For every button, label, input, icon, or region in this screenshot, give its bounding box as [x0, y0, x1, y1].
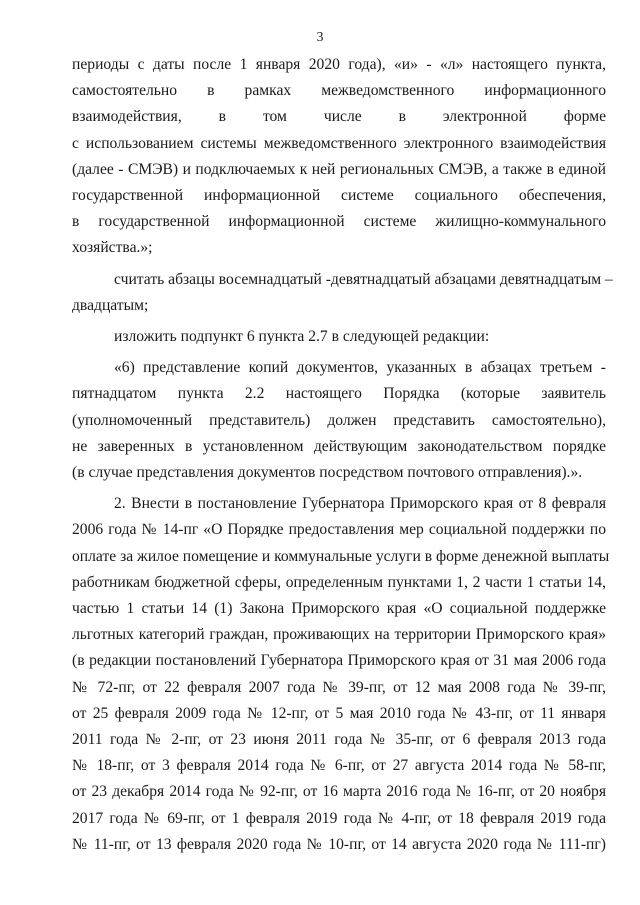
text-line: 2017 года № 69-пг, от 1 февраля 2019 года № 4-пг, от 18 февраля 2019 года: [72, 809, 606, 827]
text-line: пятнадцатом пункта 2.2 настоящего Порядка (которые заявитель: [72, 385, 606, 403]
text-line: государственной информационной системе социального обеспечения,: [72, 187, 606, 205]
text-line: частью 1 статьи 14 (1) Закона Приморского края «О социальной поддержке: [72, 600, 606, 618]
paragraph-quoted-subpoint: [72, 355, 606, 486]
text-line: (далее - СМЭВ) и подключаемых к ней региональных СМЭВ, а также в единой: [72, 160, 606, 178]
text-line: «6) представление копий документов, указанных в абзацах третьем -: [114, 359, 606, 377]
document-body: [72, 52, 613, 863]
text-line: не заверенных в установленном действующим законодательством порядке: [72, 437, 606, 455]
text-line: изложить подпункт 6 пункта 2.7 в следующей редакции:: [114, 328, 490, 346]
paragraph-renumber: [72, 267, 613, 319]
text-line: № 18-пг, от 3 февраля 2014 года № 6-пг, от 27 августа 2014 года № 58-пг,: [72, 757, 606, 775]
text-line: хозяйства.»;: [72, 239, 153, 257]
text-line: льготных категорий граждан, проживающих на территории Приморского края»: [72, 626, 606, 644]
text-line: (в случае представления документов посредством почтового отправления).».: [72, 464, 583, 482]
text-line: от 23 декабря 2014 года № 92-пг, от 16 марта 2016 года № 16-пг, от 20 ноября: [72, 783, 606, 801]
text-line: в государственной информационной системе жилищно-коммунального: [72, 213, 606, 231]
text-line: самостоятельно в рамках межведомственного информационного: [72, 82, 606, 100]
text-line: (в редакции постановлений Губернатора Приморского края от 31 мая 2006 года: [72, 652, 606, 670]
paragraph-continuation: [72, 52, 606, 262]
text-line: 2. Внести в постановление Губернатора Приморского края от 8 февраля: [114, 495, 606, 513]
paragraph-item-2: [72, 491, 610, 858]
text-line: от 25 февраля 2009 года № 12-пг, от 5 мая 2010 года № 43-пг, от 11 января: [72, 704, 606, 722]
text-line: 2006 года № 14-пг «О Порядке предоставления мер социальной поддержки по: [72, 521, 606, 539]
text-line: периоды с даты после 1 января 2020 года), «и» - «л» настоящего пункта,: [72, 56, 606, 73]
text-line: двадцатым;: [72, 296, 149, 314]
text-line: с использованием системы межведомственного электронного взаимодействия: [72, 134, 606, 152]
text-line: оплате за жилое помещение и коммунальные услуги в форме денежной выплаты: [72, 547, 610, 565]
text-line: № 11-пг, от 13 февраля 2020 года № 10-пг, от 14 августа 2020 года № 111-пг): [72, 835, 606, 853]
text-line: № 72-пг, от 22 февраля 2007 года № 39-пг, от 12 мая 2008 года № 39-пг,: [72, 678, 606, 696]
text-line: (уполномоченный представитель) должен представить самостоятельно),: [72, 411, 606, 429]
text-line: 2011 года № 2-пг, от 23 июня 2011 года № 35-пг, от 6 февраля 2013 года: [72, 731, 606, 749]
text-line: взаимодействия, в том числе в электронной форме: [72, 108, 606, 126]
text-line: считать абзацы восемнадцатый -девятнадцатый абзацами девятнадцатым –: [114, 270, 613, 288]
paragraph-amend-subpoint: [72, 324, 606, 350]
page-number: 3: [316, 30, 324, 45]
text-line: работникам бюджетной сферы, определенным пунктами 1, 2 части 1 статьи 14,: [72, 573, 606, 591]
